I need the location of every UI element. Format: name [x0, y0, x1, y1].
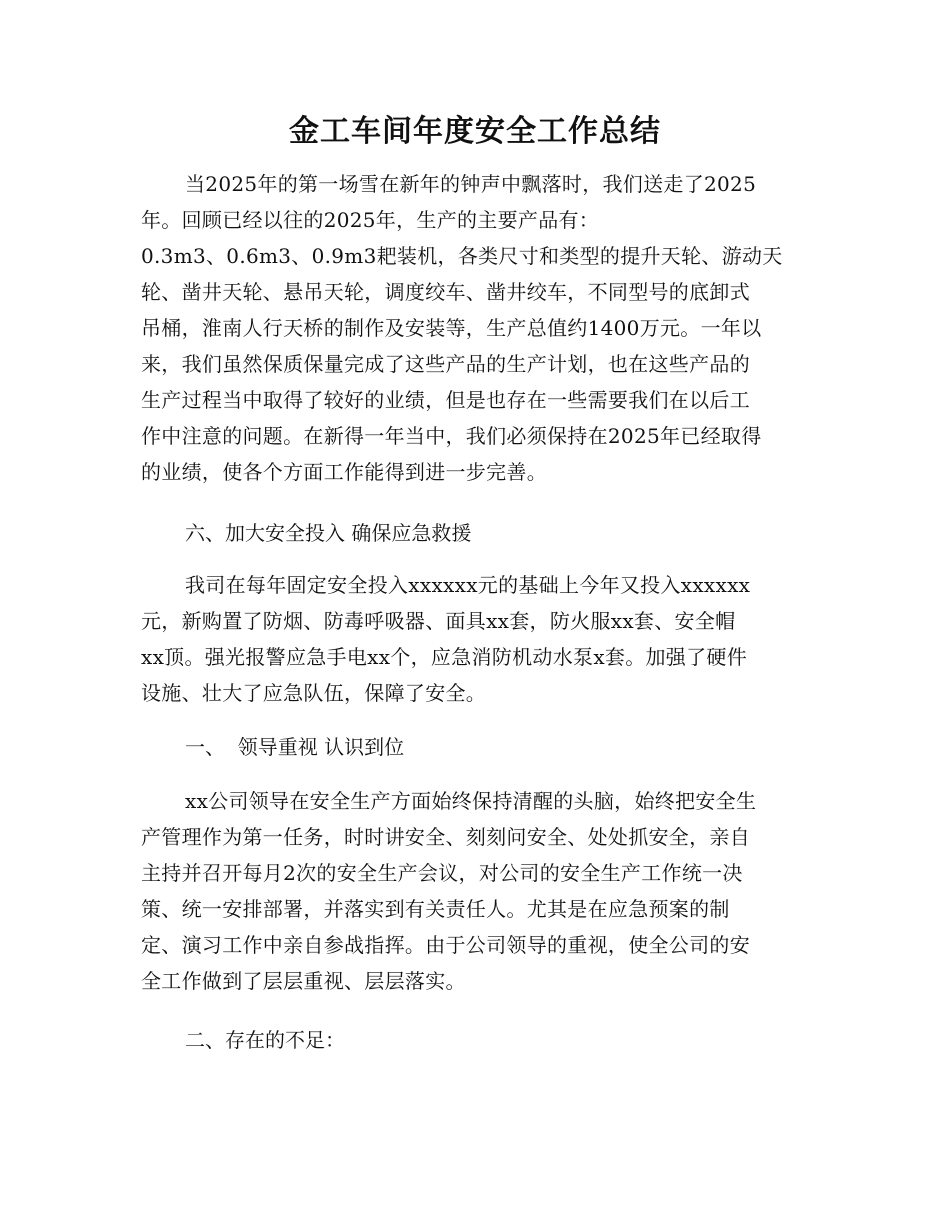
- section-heading-six: 六、加大安全投入 确保应急救援: [185, 521, 472, 545]
- paragraph-line: 元，新购置了防烟、防毒呼吸器、面具xx套，防火服xx套、安全帽: [141, 609, 736, 633]
- paragraph-line: 当2025年的第一场雪在新年的钟声中飘落时，我们送走了2025: [185, 172, 757, 196]
- paragraph-line: 轮、凿井天轮、悬吊天轮，调度绞车、凿井绞车，不同型号的底卸式: [141, 280, 750, 304]
- paragraph-line: 年。回顾已经以往的2025年，生产的主要产品有：: [141, 208, 600, 232]
- intro-paragraph: [141, 166, 801, 490]
- section-six-paragraph: [141, 567, 801, 711]
- paragraph-line: 主持并召开每月2次的安全生产会议，对公司的安全生产工作统一决: [141, 861, 743, 885]
- paragraph-line: 吊桶，淮南人行天桥的制作及安装等，生产总值约1400万元。一年以: [141, 316, 762, 340]
- section-heading-two: 二、存在的不足：: [185, 1028, 345, 1052]
- paragraph-line: 我司在每年固定安全投入xxxxxx元的基础上今年又投入xxxxxx: [185, 573, 751, 597]
- paragraph-line: 产管理作为第一任务，时时讲安全、刻刻问安全、处处抓安全，亲自: [141, 825, 750, 849]
- document-title: 金工车间年度安全工作总结: [289, 114, 661, 149]
- paragraph-line: 0.3m3、0.6m3、0.9m3耙装机，各类尺寸和类型的提升天轮、游动天: [141, 244, 783, 268]
- paragraph-line: 的业绩，使各个方面工作能得到进一步完善。: [141, 460, 547, 484]
- paragraph-line: 定、演习工作中亲自参战指挥。由于公司领导的重视，使全公司的安: [141, 933, 750, 957]
- section-one-paragraph: [141, 783, 801, 999]
- paragraph-line: 设施、壮大了应急队伍，保障了安全。: [141, 681, 487, 705]
- paragraph-line: 来，我们虽然保质保量完成了这些产品的生产计划，也在这些产品的: [141, 352, 750, 376]
- paragraph-line: 全工作做到了层层重视、层层落实。: [141, 969, 466, 993]
- paragraph-line: 作中注意的问题。在新得一年当中，我们必须保持在2025年已经取得: [141, 424, 762, 448]
- paragraph-line: xx公司领导在安全生产方面始终保持清醒的头脑，始终把安全生: [185, 789, 757, 813]
- paragraph-line: 生产过程当中取得了较好的业绩，但是也存在一些需要我们在以后工: [141, 388, 750, 412]
- paragraph-line: 策、统一安排部署，并落实到有关责任人。尤其是在应急预案的制: [141, 897, 730, 921]
- paragraph-line: xx顶。强光报警应急手电xx个，应急消防机动水泵x套。加强了硬件: [141, 645, 747, 669]
- section-heading-one: 一、 领导重视 认识到位: [185, 735, 405, 759]
